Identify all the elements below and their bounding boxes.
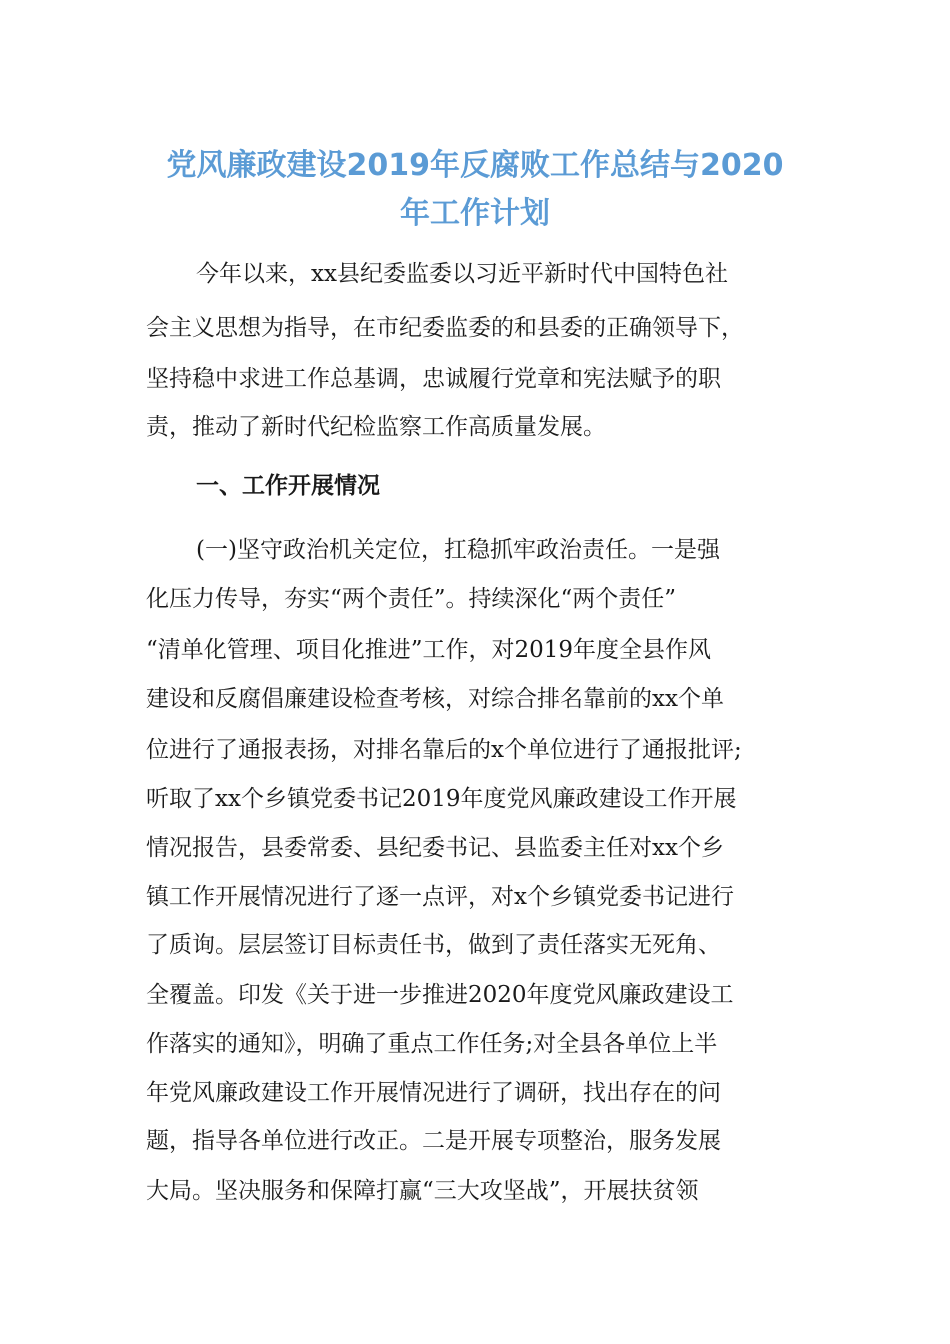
intro-line-2: 会主义思想为指导，在市纪委监委的和县委的正确领导下，	[146, 315, 744, 341]
intro-line-4: 责，推动了新时代纪检监察工作高质量发展。	[146, 414, 606, 440]
body-line-1: (一)坚守政治机关定位，扛稳抓牢政治责任。一是强	[196, 537, 720, 563]
body-line-4: 建设和反腐倡廉建设检查考核，对综合排名靠前的xx个单	[146, 686, 724, 712]
body-line-6: 听取了xx个乡镇党委书记2019年度党风廉政建设工作开展	[146, 786, 737, 812]
section-heading: 一、工作开展情况	[196, 473, 380, 499]
body-line-11: 作落实的通知》，明确了重点工作任务;对全县各单位上半	[146, 1031, 718, 1057]
body-line-2: 化压力传导，夯实“两个责任”。持续深化“两个责任”	[146, 586, 677, 612]
body-line-14: 大局。坚决服务和保障打赢“三大攻坚战”，开展扶贫领	[146, 1178, 699, 1204]
document-title	[140, 142, 810, 238]
body-line-7: 情况报告，县委常委、县纪委书记、县监委主任对xx个乡	[146, 835, 724, 861]
body-line-9: 了质询。层层签订目标责任书，做到了责任落实无死角、	[146, 932, 721, 958]
title-line-1: 党风廉政建设2019年反腐败工作总结与2020	[166, 148, 784, 183]
title-line-2: 年工作计划	[400, 196, 550, 231]
body-line-3: “清单化管理、项目化推进”工作，对2019年度全县作风	[146, 637, 712, 663]
intro-line-3: 坚持稳中求进工作总基调，忠诚履行党章和宪法赋予的职	[146, 366, 721, 392]
body-line-13: 题，指导各单位进行改正。二是开展专项整治，服务发展	[146, 1128, 721, 1154]
intro-line-1: 今年以来，xx县纪委监委以习近平新时代中国特色社	[196, 261, 728, 287]
body-line-5: 位进行了通报表扬，对排名靠后的x个单位进行了通报批评;	[146, 737, 742, 763]
body-line-10: 全覆盖。印发《关于进一步推进2020年度党风廉政建设工	[146, 982, 734, 1008]
body-line-12: 年党风廉政建设工作开展情况进行了调研，找出存在的问	[146, 1080, 721, 1106]
body-line-8: 镇工作开展情况进行了逐一点评，对x个乡镇党委书记进行	[146, 884, 734, 910]
